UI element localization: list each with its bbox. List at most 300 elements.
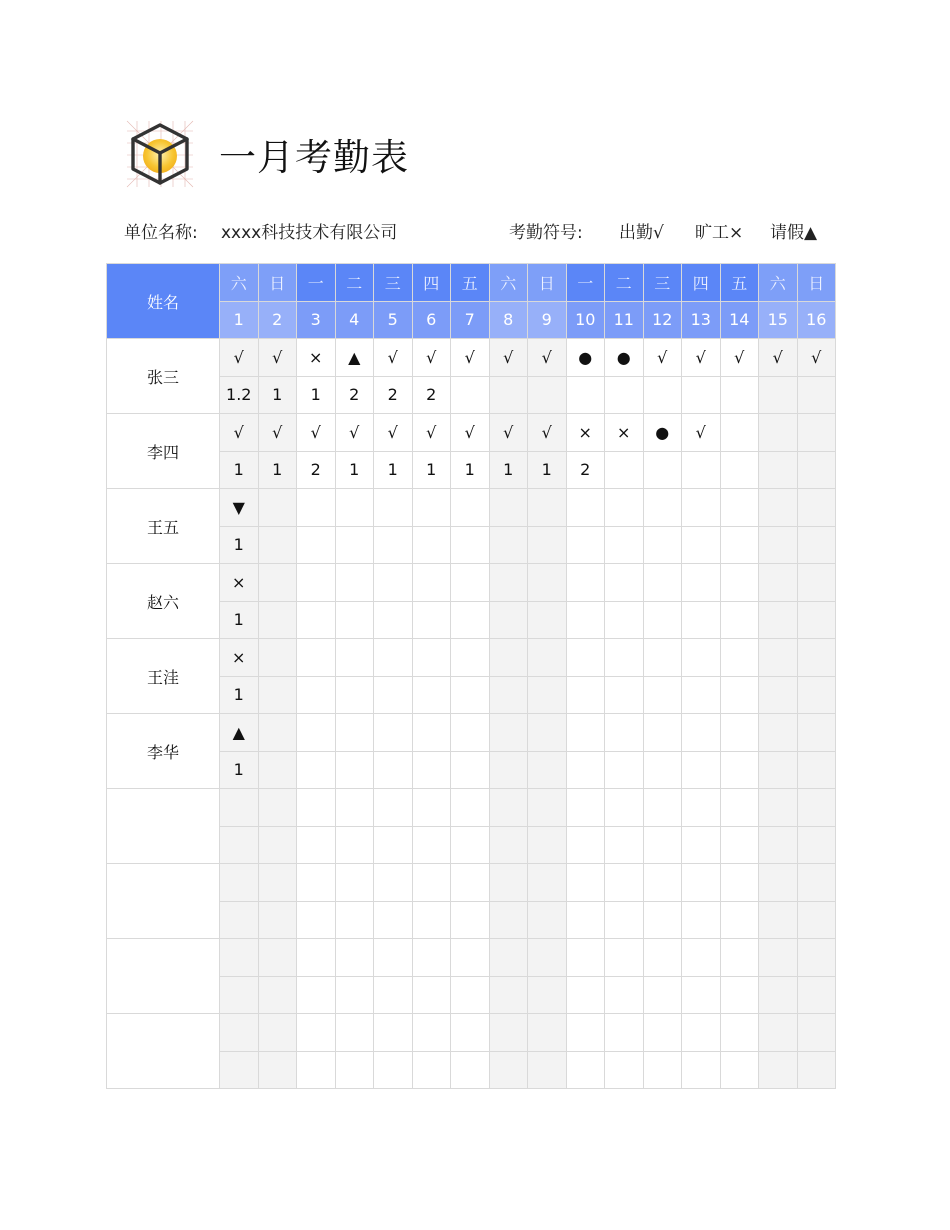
attendance-mark-cell[interactable]: ▼: [220, 489, 259, 527]
attendance-mark-cell[interactable]: √: [220, 339, 259, 377]
attendance-mark-cell[interactable]: [720, 489, 759, 527]
attendance-hours-cell[interactable]: [797, 1051, 836, 1089]
attendance-mark-cell[interactable]: [643, 939, 682, 977]
attendance-hours-cell[interactable]: [297, 526, 336, 564]
attendance-mark-cell[interactable]: √: [374, 414, 413, 452]
attendance-hours-cell[interactable]: [489, 376, 528, 414]
employee-name-cell[interactable]: [107, 939, 220, 1014]
attendance-mark-cell[interactable]: [566, 489, 605, 527]
attendance-mark-cell[interactable]: [412, 939, 451, 977]
attendance-mark-cell[interactable]: [528, 489, 567, 527]
attendance-mark-cell[interactable]: [451, 939, 490, 977]
attendance-hours-cell[interactable]: 1: [258, 376, 297, 414]
attendance-hours-cell[interactable]: [759, 526, 798, 564]
attendance-mark-cell[interactable]: [297, 564, 336, 602]
attendance-mark-cell[interactable]: [720, 714, 759, 752]
attendance-mark-cell[interactable]: [335, 939, 374, 977]
attendance-hours-cell[interactable]: [643, 901, 682, 939]
attendance-hours-cell[interactable]: [528, 826, 567, 864]
attendance-mark-cell[interactable]: [489, 714, 528, 752]
attendance-mark-cell[interactable]: √: [412, 414, 451, 452]
attendance-hours-cell[interactable]: [451, 901, 490, 939]
attendance-mark-cell[interactable]: [682, 714, 721, 752]
attendance-hours-cell[interactable]: [605, 676, 644, 714]
attendance-mark-cell[interactable]: [682, 864, 721, 902]
attendance-hours-cell[interactable]: [759, 826, 798, 864]
attendance-mark-cell[interactable]: [220, 864, 259, 902]
attendance-mark-cell[interactable]: [720, 564, 759, 602]
attendance-hours-cell[interactable]: [412, 826, 451, 864]
attendance-hours-cell[interactable]: 1: [451, 451, 490, 489]
attendance-hours-cell[interactable]: [297, 826, 336, 864]
employee-name-cell[interactable]: [107, 864, 220, 939]
attendance-mark-cell[interactable]: [335, 1014, 374, 1052]
attendance-hours-cell[interactable]: [335, 1051, 374, 1089]
attendance-mark-cell[interactable]: [412, 564, 451, 602]
attendance-mark-cell[interactable]: ▲: [335, 339, 374, 377]
attendance-mark-cell[interactable]: [258, 939, 297, 977]
attendance-hours-cell[interactable]: [528, 976, 567, 1014]
attendance-hours-cell[interactable]: [643, 376, 682, 414]
attendance-mark-cell[interactable]: [451, 789, 490, 827]
attendance-hours-cell[interactable]: [682, 451, 721, 489]
attendance-hours-cell[interactable]: [797, 376, 836, 414]
attendance-mark-cell[interactable]: [682, 789, 721, 827]
attendance-hours-cell[interactable]: [451, 526, 490, 564]
attendance-mark-cell[interactable]: [566, 564, 605, 602]
attendance-hours-cell[interactable]: [720, 526, 759, 564]
attendance-hours-cell[interactable]: [374, 676, 413, 714]
attendance-hours-cell[interactable]: 2: [374, 376, 413, 414]
attendance-mark-cell[interactable]: ×: [220, 564, 259, 602]
attendance-hours-cell[interactable]: [451, 751, 490, 789]
attendance-mark-cell[interactable]: [489, 1014, 528, 1052]
attendance-hours-cell[interactable]: [605, 901, 644, 939]
attendance-mark-cell[interactable]: [566, 714, 605, 752]
attendance-hours-cell[interactable]: [682, 751, 721, 789]
attendance-hours-cell[interactable]: [451, 676, 490, 714]
attendance-mark-cell[interactable]: [297, 714, 336, 752]
employee-name-cell[interactable]: 赵六: [107, 564, 220, 639]
attendance-mark-cell[interactable]: [566, 864, 605, 902]
attendance-hours-cell[interactable]: [412, 526, 451, 564]
attendance-mark-cell[interactable]: √: [335, 414, 374, 452]
attendance-hours-cell[interactable]: [643, 676, 682, 714]
attendance-hours-cell[interactable]: [412, 751, 451, 789]
attendance-mark-cell[interactable]: ●: [605, 339, 644, 377]
attendance-hours-cell[interactable]: [412, 976, 451, 1014]
attendance-hours-cell[interactable]: [682, 376, 721, 414]
attendance-hours-cell[interactable]: [797, 976, 836, 1014]
attendance-hours-cell[interactable]: [682, 676, 721, 714]
employee-name-cell[interactable]: [107, 789, 220, 864]
attendance-mark-cell[interactable]: √: [682, 414, 721, 452]
attendance-hours-cell[interactable]: [682, 601, 721, 639]
attendance-hours-cell[interactable]: [335, 601, 374, 639]
employee-name-cell[interactable]: [107, 1014, 220, 1089]
attendance-hours-cell[interactable]: 1: [412, 451, 451, 489]
attendance-hours-cell[interactable]: [797, 901, 836, 939]
attendance-mark-cell[interactable]: [605, 789, 644, 827]
attendance-mark-cell[interactable]: [682, 564, 721, 602]
attendance-hours-cell[interactable]: [643, 751, 682, 789]
attendance-mark-cell[interactable]: [759, 489, 798, 527]
attendance-mark-cell[interactable]: [374, 789, 413, 827]
attendance-mark-cell[interactable]: ×: [566, 414, 605, 452]
attendance-mark-cell[interactable]: √: [258, 339, 297, 377]
attendance-hours-cell[interactable]: [258, 976, 297, 1014]
attendance-mark-cell[interactable]: [412, 864, 451, 902]
attendance-hours-cell[interactable]: [797, 601, 836, 639]
attendance-mark-cell[interactable]: [489, 489, 528, 527]
attendance-mark-cell[interactable]: √: [374, 339, 413, 377]
attendance-hours-cell[interactable]: [489, 976, 528, 1014]
attendance-hours-cell[interactable]: [528, 1051, 567, 1089]
attendance-hours-cell[interactable]: [528, 601, 567, 639]
attendance-hours-cell[interactable]: [605, 976, 644, 1014]
attendance-mark-cell[interactable]: √: [220, 414, 259, 452]
attendance-hours-cell[interactable]: [528, 676, 567, 714]
attendance-hours-cell[interactable]: [605, 601, 644, 639]
attendance-mark-cell[interactable]: [297, 939, 336, 977]
attendance-hours-cell[interactable]: [566, 826, 605, 864]
attendance-mark-cell[interactable]: √: [682, 339, 721, 377]
attendance-hours-cell[interactable]: [220, 1051, 259, 1089]
attendance-hours-cell[interactable]: 1: [258, 451, 297, 489]
attendance-mark-cell[interactable]: [451, 714, 490, 752]
attendance-hours-cell[interactable]: [682, 826, 721, 864]
attendance-mark-cell[interactable]: [797, 1014, 836, 1052]
attendance-hours-cell[interactable]: [720, 751, 759, 789]
attendance-hours-cell[interactable]: [566, 376, 605, 414]
attendance-mark-cell[interactable]: [797, 489, 836, 527]
attendance-hours-cell[interactable]: [720, 901, 759, 939]
attendance-mark-cell[interactable]: [643, 489, 682, 527]
attendance-hours-cell[interactable]: [759, 751, 798, 789]
attendance-hours-cell[interactable]: [258, 1051, 297, 1089]
attendance-hours-cell[interactable]: 1: [220, 526, 259, 564]
attendance-hours-cell[interactable]: 2: [412, 376, 451, 414]
attendance-mark-cell[interactable]: [489, 864, 528, 902]
attendance-mark-cell[interactable]: [258, 564, 297, 602]
attendance-mark-cell[interactable]: ●: [566, 339, 605, 377]
attendance-hours-cell[interactable]: 1: [220, 601, 259, 639]
attendance-mark-cell[interactable]: [797, 939, 836, 977]
attendance-mark-cell[interactable]: [528, 939, 567, 977]
attendance-mark-cell[interactable]: [528, 789, 567, 827]
attendance-hours-cell[interactable]: [566, 976, 605, 1014]
attendance-mark-cell[interactable]: [566, 639, 605, 677]
attendance-mark-cell[interactable]: ●: [643, 414, 682, 452]
attendance-hours-cell[interactable]: [720, 976, 759, 1014]
attendance-mark-cell[interactable]: [220, 1014, 259, 1052]
attendance-mark-cell[interactable]: √: [297, 414, 336, 452]
attendance-mark-cell[interactable]: [335, 789, 374, 827]
attendance-mark-cell[interactable]: [605, 939, 644, 977]
attendance-hours-cell[interactable]: [759, 901, 798, 939]
attendance-mark-cell[interactable]: [335, 639, 374, 677]
attendance-hours-cell[interactable]: [451, 376, 490, 414]
attendance-mark-cell[interactable]: [220, 939, 259, 977]
attendance-mark-cell[interactable]: √: [797, 339, 836, 377]
attendance-mark-cell[interactable]: [258, 489, 297, 527]
attendance-mark-cell[interactable]: √: [451, 414, 490, 452]
attendance-mark-cell[interactable]: [720, 864, 759, 902]
attendance-mark-cell[interactable]: [412, 489, 451, 527]
attendance-mark-cell[interactable]: [258, 864, 297, 902]
attendance-mark-cell[interactable]: [605, 489, 644, 527]
attendance-hours-cell[interactable]: [335, 976, 374, 1014]
attendance-mark-cell[interactable]: [374, 864, 413, 902]
attendance-hours-cell[interactable]: [720, 826, 759, 864]
attendance-mark-cell[interactable]: [258, 639, 297, 677]
attendance-mark-cell[interactable]: ×: [605, 414, 644, 452]
attendance-hours-cell[interactable]: [297, 676, 336, 714]
attendance-hours-cell[interactable]: 2: [566, 451, 605, 489]
attendance-mark-cell[interactable]: [297, 1014, 336, 1052]
employee-name-cell[interactable]: 王洼: [107, 639, 220, 714]
attendance-mark-cell[interactable]: [528, 564, 567, 602]
attendance-hours-cell[interactable]: [528, 751, 567, 789]
attendance-hours-cell[interactable]: [374, 601, 413, 639]
attendance-hours-cell[interactable]: [374, 751, 413, 789]
attendance-hours-cell[interactable]: [258, 676, 297, 714]
attendance-hours-cell[interactable]: [297, 751, 336, 789]
attendance-mark-cell[interactable]: √: [258, 414, 297, 452]
attendance-hours-cell[interactable]: [682, 976, 721, 1014]
attendance-hours-cell[interactable]: [374, 1051, 413, 1089]
attendance-hours-cell[interactable]: [297, 601, 336, 639]
attendance-mark-cell[interactable]: [412, 639, 451, 677]
attendance-mark-cell[interactable]: √: [528, 339, 567, 377]
attendance-mark-cell[interactable]: [374, 1014, 413, 1052]
attendance-hours-cell[interactable]: [374, 976, 413, 1014]
attendance-mark-cell[interactable]: [605, 564, 644, 602]
attendance-hours-cell[interactable]: [720, 1051, 759, 1089]
attendance-mark-cell[interactable]: [489, 939, 528, 977]
attendance-hours-cell[interactable]: [528, 526, 567, 564]
attendance-mark-cell[interactable]: [374, 939, 413, 977]
attendance-hours-cell[interactable]: [605, 751, 644, 789]
attendance-hours-cell[interactable]: [220, 826, 259, 864]
attendance-hours-cell[interactable]: [335, 826, 374, 864]
attendance-mark-cell[interactable]: [797, 864, 836, 902]
attendance-hours-cell[interactable]: [528, 901, 567, 939]
attendance-mark-cell[interactable]: ×: [297, 339, 336, 377]
attendance-mark-cell[interactable]: [759, 714, 798, 752]
attendance-hours-cell[interactable]: [797, 676, 836, 714]
attendance-mark-cell[interactable]: [797, 564, 836, 602]
attendance-hours-cell[interactable]: [797, 526, 836, 564]
attendance-hours-cell[interactable]: [297, 1051, 336, 1089]
attendance-mark-cell[interactable]: [759, 639, 798, 677]
attendance-mark-cell[interactable]: [451, 489, 490, 527]
attendance-mark-cell[interactable]: [374, 564, 413, 602]
attendance-hours-cell[interactable]: [489, 901, 528, 939]
attendance-mark-cell[interactable]: [528, 714, 567, 752]
attendance-mark-cell[interactable]: [451, 1014, 490, 1052]
attendance-mark-cell[interactable]: [797, 639, 836, 677]
attendance-hours-cell[interactable]: [451, 1051, 490, 1089]
attendance-mark-cell[interactable]: [412, 714, 451, 752]
attendance-hours-cell[interactable]: [374, 901, 413, 939]
attendance-mark-cell[interactable]: [643, 789, 682, 827]
attendance-hours-cell[interactable]: [566, 601, 605, 639]
attendance-hours-cell[interactable]: [489, 1051, 528, 1089]
attendance-mark-cell[interactable]: [297, 489, 336, 527]
attendance-mark-cell[interactable]: [643, 714, 682, 752]
attendance-hours-cell[interactable]: [720, 376, 759, 414]
attendance-mark-cell[interactable]: [720, 939, 759, 977]
attendance-mark-cell[interactable]: √: [528, 414, 567, 452]
employee-name-cell[interactable]: 李华: [107, 714, 220, 789]
employee-name-cell[interactable]: 李四: [107, 414, 220, 489]
attendance-hours-cell[interactable]: [528, 376, 567, 414]
attendance-hours-cell[interactable]: 1: [374, 451, 413, 489]
attendance-hours-cell[interactable]: [720, 601, 759, 639]
attendance-mark-cell[interactable]: √: [412, 339, 451, 377]
attendance-mark-cell[interactable]: √: [643, 339, 682, 377]
attendance-mark-cell[interactable]: [335, 714, 374, 752]
attendance-hours-cell[interactable]: [797, 451, 836, 489]
attendance-mark-cell[interactable]: [720, 639, 759, 677]
attendance-mark-cell[interactable]: [489, 639, 528, 677]
attendance-mark-cell[interactable]: [605, 864, 644, 902]
attendance-hours-cell[interactable]: [759, 976, 798, 1014]
attendance-mark-cell[interactable]: [682, 1014, 721, 1052]
attendance-hours-cell[interactable]: 1: [220, 451, 259, 489]
employee-name-cell[interactable]: 王五: [107, 489, 220, 564]
attendance-mark-cell[interactable]: [720, 789, 759, 827]
attendance-hours-cell[interactable]: [605, 526, 644, 564]
attendance-mark-cell[interactable]: [720, 414, 759, 452]
attendance-mark-cell[interactable]: [566, 1014, 605, 1052]
attendance-mark-cell[interactable]: √: [489, 339, 528, 377]
attendance-hours-cell[interactable]: [258, 751, 297, 789]
attendance-mark-cell[interactable]: [297, 639, 336, 677]
attendance-hours-cell[interactable]: [220, 901, 259, 939]
attendance-hours-cell[interactable]: [220, 976, 259, 1014]
attendance-mark-cell[interactable]: [682, 489, 721, 527]
attendance-hours-cell[interactable]: [605, 451, 644, 489]
attendance-mark-cell[interactable]: √: [451, 339, 490, 377]
attendance-hours-cell[interactable]: [759, 676, 798, 714]
attendance-mark-cell[interactable]: [643, 564, 682, 602]
attendance-mark-cell[interactable]: [759, 564, 798, 602]
attendance-mark-cell[interactable]: √: [720, 339, 759, 377]
attendance-mark-cell[interactable]: [605, 1014, 644, 1052]
attendance-hours-cell[interactable]: 1: [220, 676, 259, 714]
attendance-mark-cell[interactable]: [643, 639, 682, 677]
attendance-hours-cell[interactable]: [605, 376, 644, 414]
attendance-hours-cell[interactable]: [258, 526, 297, 564]
attendance-mark-cell[interactable]: [605, 639, 644, 677]
attendance-hours-cell[interactable]: [297, 976, 336, 1014]
attendance-hours-cell[interactable]: [759, 451, 798, 489]
attendance-mark-cell[interactable]: [797, 789, 836, 827]
attendance-hours-cell[interactable]: [489, 826, 528, 864]
attendance-hours-cell[interactable]: [682, 526, 721, 564]
attendance-mark-cell[interactable]: [528, 639, 567, 677]
attendance-mark-cell[interactable]: [374, 489, 413, 527]
attendance-mark-cell[interactable]: [528, 1014, 567, 1052]
attendance-hours-cell[interactable]: [643, 976, 682, 1014]
attendance-hours-cell[interactable]: [412, 601, 451, 639]
attendance-hours-cell[interactable]: [797, 826, 836, 864]
attendance-hours-cell[interactable]: [489, 601, 528, 639]
attendance-hours-cell[interactable]: [412, 1051, 451, 1089]
attendance-mark-cell[interactable]: [258, 714, 297, 752]
attendance-mark-cell[interactable]: [566, 939, 605, 977]
attendance-mark-cell[interactable]: [220, 789, 259, 827]
attendance-hours-cell[interactable]: [605, 826, 644, 864]
attendance-mark-cell[interactable]: [797, 414, 836, 452]
attendance-hours-cell[interactable]: 1: [489, 451, 528, 489]
attendance-hours-cell[interactable]: [566, 751, 605, 789]
attendance-mark-cell[interactable]: √: [489, 414, 528, 452]
attendance-mark-cell[interactable]: [297, 864, 336, 902]
attendance-hours-cell[interactable]: 2: [297, 451, 336, 489]
attendance-mark-cell[interactable]: [335, 864, 374, 902]
attendance-mark-cell[interactable]: [335, 564, 374, 602]
attendance-mark-cell[interactable]: [605, 714, 644, 752]
attendance-hours-cell[interactable]: [605, 1051, 644, 1089]
attendance-mark-cell[interactable]: [720, 1014, 759, 1052]
attendance-hours-cell[interactable]: [489, 751, 528, 789]
attendance-hours-cell[interactable]: [643, 526, 682, 564]
attendance-hours-cell[interactable]: [643, 601, 682, 639]
attendance-hours-cell[interactable]: [335, 901, 374, 939]
attendance-hours-cell[interactable]: [451, 601, 490, 639]
attendance-mark-cell[interactable]: [489, 789, 528, 827]
attendance-hours-cell[interactable]: [297, 901, 336, 939]
attendance-mark-cell[interactable]: [566, 789, 605, 827]
attendance-hours-cell[interactable]: [643, 826, 682, 864]
attendance-hours-cell[interactable]: [489, 676, 528, 714]
attendance-hours-cell[interactable]: 1: [528, 451, 567, 489]
attendance-hours-cell[interactable]: [682, 1051, 721, 1089]
attendance-mark-cell[interactable]: [797, 714, 836, 752]
attendance-mark-cell[interactable]: [412, 789, 451, 827]
attendance-hours-cell[interactable]: [759, 601, 798, 639]
attendance-hours-cell[interactable]: [759, 1051, 798, 1089]
attendance-mark-cell[interactable]: [258, 1014, 297, 1052]
attendance-mark-cell[interactable]: [258, 789, 297, 827]
attendance-mark-cell[interactable]: [297, 789, 336, 827]
attendance-hours-cell[interactable]: 1: [297, 376, 336, 414]
attendance-hours-cell[interactable]: [374, 526, 413, 564]
attendance-mark-cell[interactable]: [412, 1014, 451, 1052]
attendance-hours-cell[interactable]: [759, 376, 798, 414]
attendance-hours-cell[interactable]: [489, 526, 528, 564]
attendance-mark-cell[interactable]: [759, 939, 798, 977]
attendance-hours-cell[interactable]: 1: [220, 751, 259, 789]
attendance-mark-cell[interactable]: √: [759, 339, 798, 377]
attendance-hours-cell[interactable]: [566, 901, 605, 939]
attendance-mark-cell[interactable]: [759, 1014, 798, 1052]
attendance-hours-cell[interactable]: [643, 1051, 682, 1089]
attendance-mark-cell[interactable]: [759, 864, 798, 902]
attendance-hours-cell[interactable]: [412, 676, 451, 714]
attendance-mark-cell[interactable]: [759, 789, 798, 827]
attendance-mark-cell[interactable]: [451, 864, 490, 902]
attendance-mark-cell[interactable]: [451, 564, 490, 602]
attendance-hours-cell[interactable]: [451, 826, 490, 864]
attendance-mark-cell[interactable]: [759, 414, 798, 452]
attendance-hours-cell[interactable]: 1: [335, 451, 374, 489]
attendance-hours-cell[interactable]: [566, 676, 605, 714]
attendance-hours-cell[interactable]: [720, 451, 759, 489]
